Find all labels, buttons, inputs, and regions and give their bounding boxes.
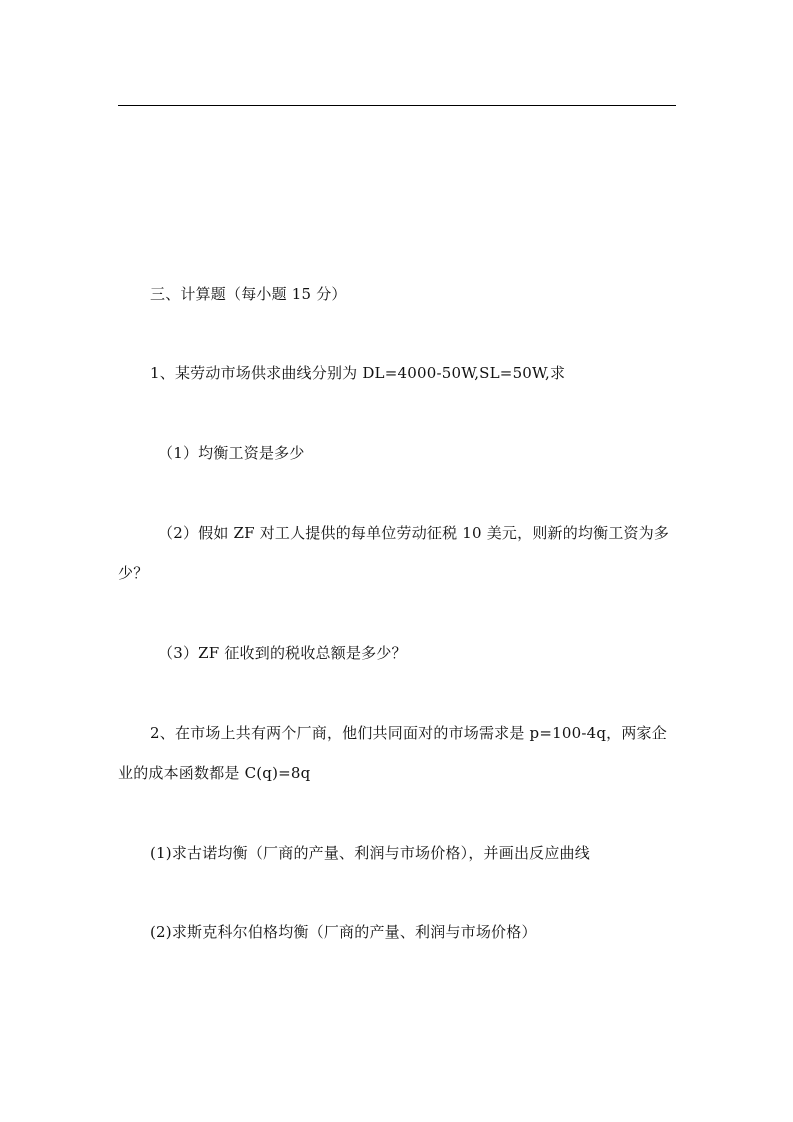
question-2-stem: 2、在市场上共有两个厂商，他们共同面对的市场需求是 p=100-4q，两家企 — [150, 724, 667, 742]
question-1-part-2: （2）假如 ZF 对工人提供的每单位劳动征税 10 美元，则新的均衡工资为多 — [158, 524, 670, 542]
header-rule — [118, 105, 676, 106]
question-1-stem: 1、某劳动市场供求曲线分别为 DL=4000-50W,SL=50W,求 — [150, 364, 566, 382]
question-2-part-1: (1)求古诺均衡（厂商的产量、利润与市场价格），并画出反应曲线 — [150, 844, 590, 862]
question-1-part-1: （1）均衡工资是多少 — [158, 444, 305, 462]
question-2-stem-continued: 业的成本函数都是 C(q)=8q — [118, 764, 311, 782]
section-title: 三、计算题（每小题 15 分） — [150, 285, 347, 303]
question-1-part-3: （3）ZF 征收到的税收总额是多少？ — [158, 644, 407, 662]
question-1-part-2-continued: 少？ — [118, 564, 149, 582]
question-2-part-2: (2)求斯克科尔伯格均衡（厂商的产量、利润与市场价格） — [150, 923, 537, 941]
